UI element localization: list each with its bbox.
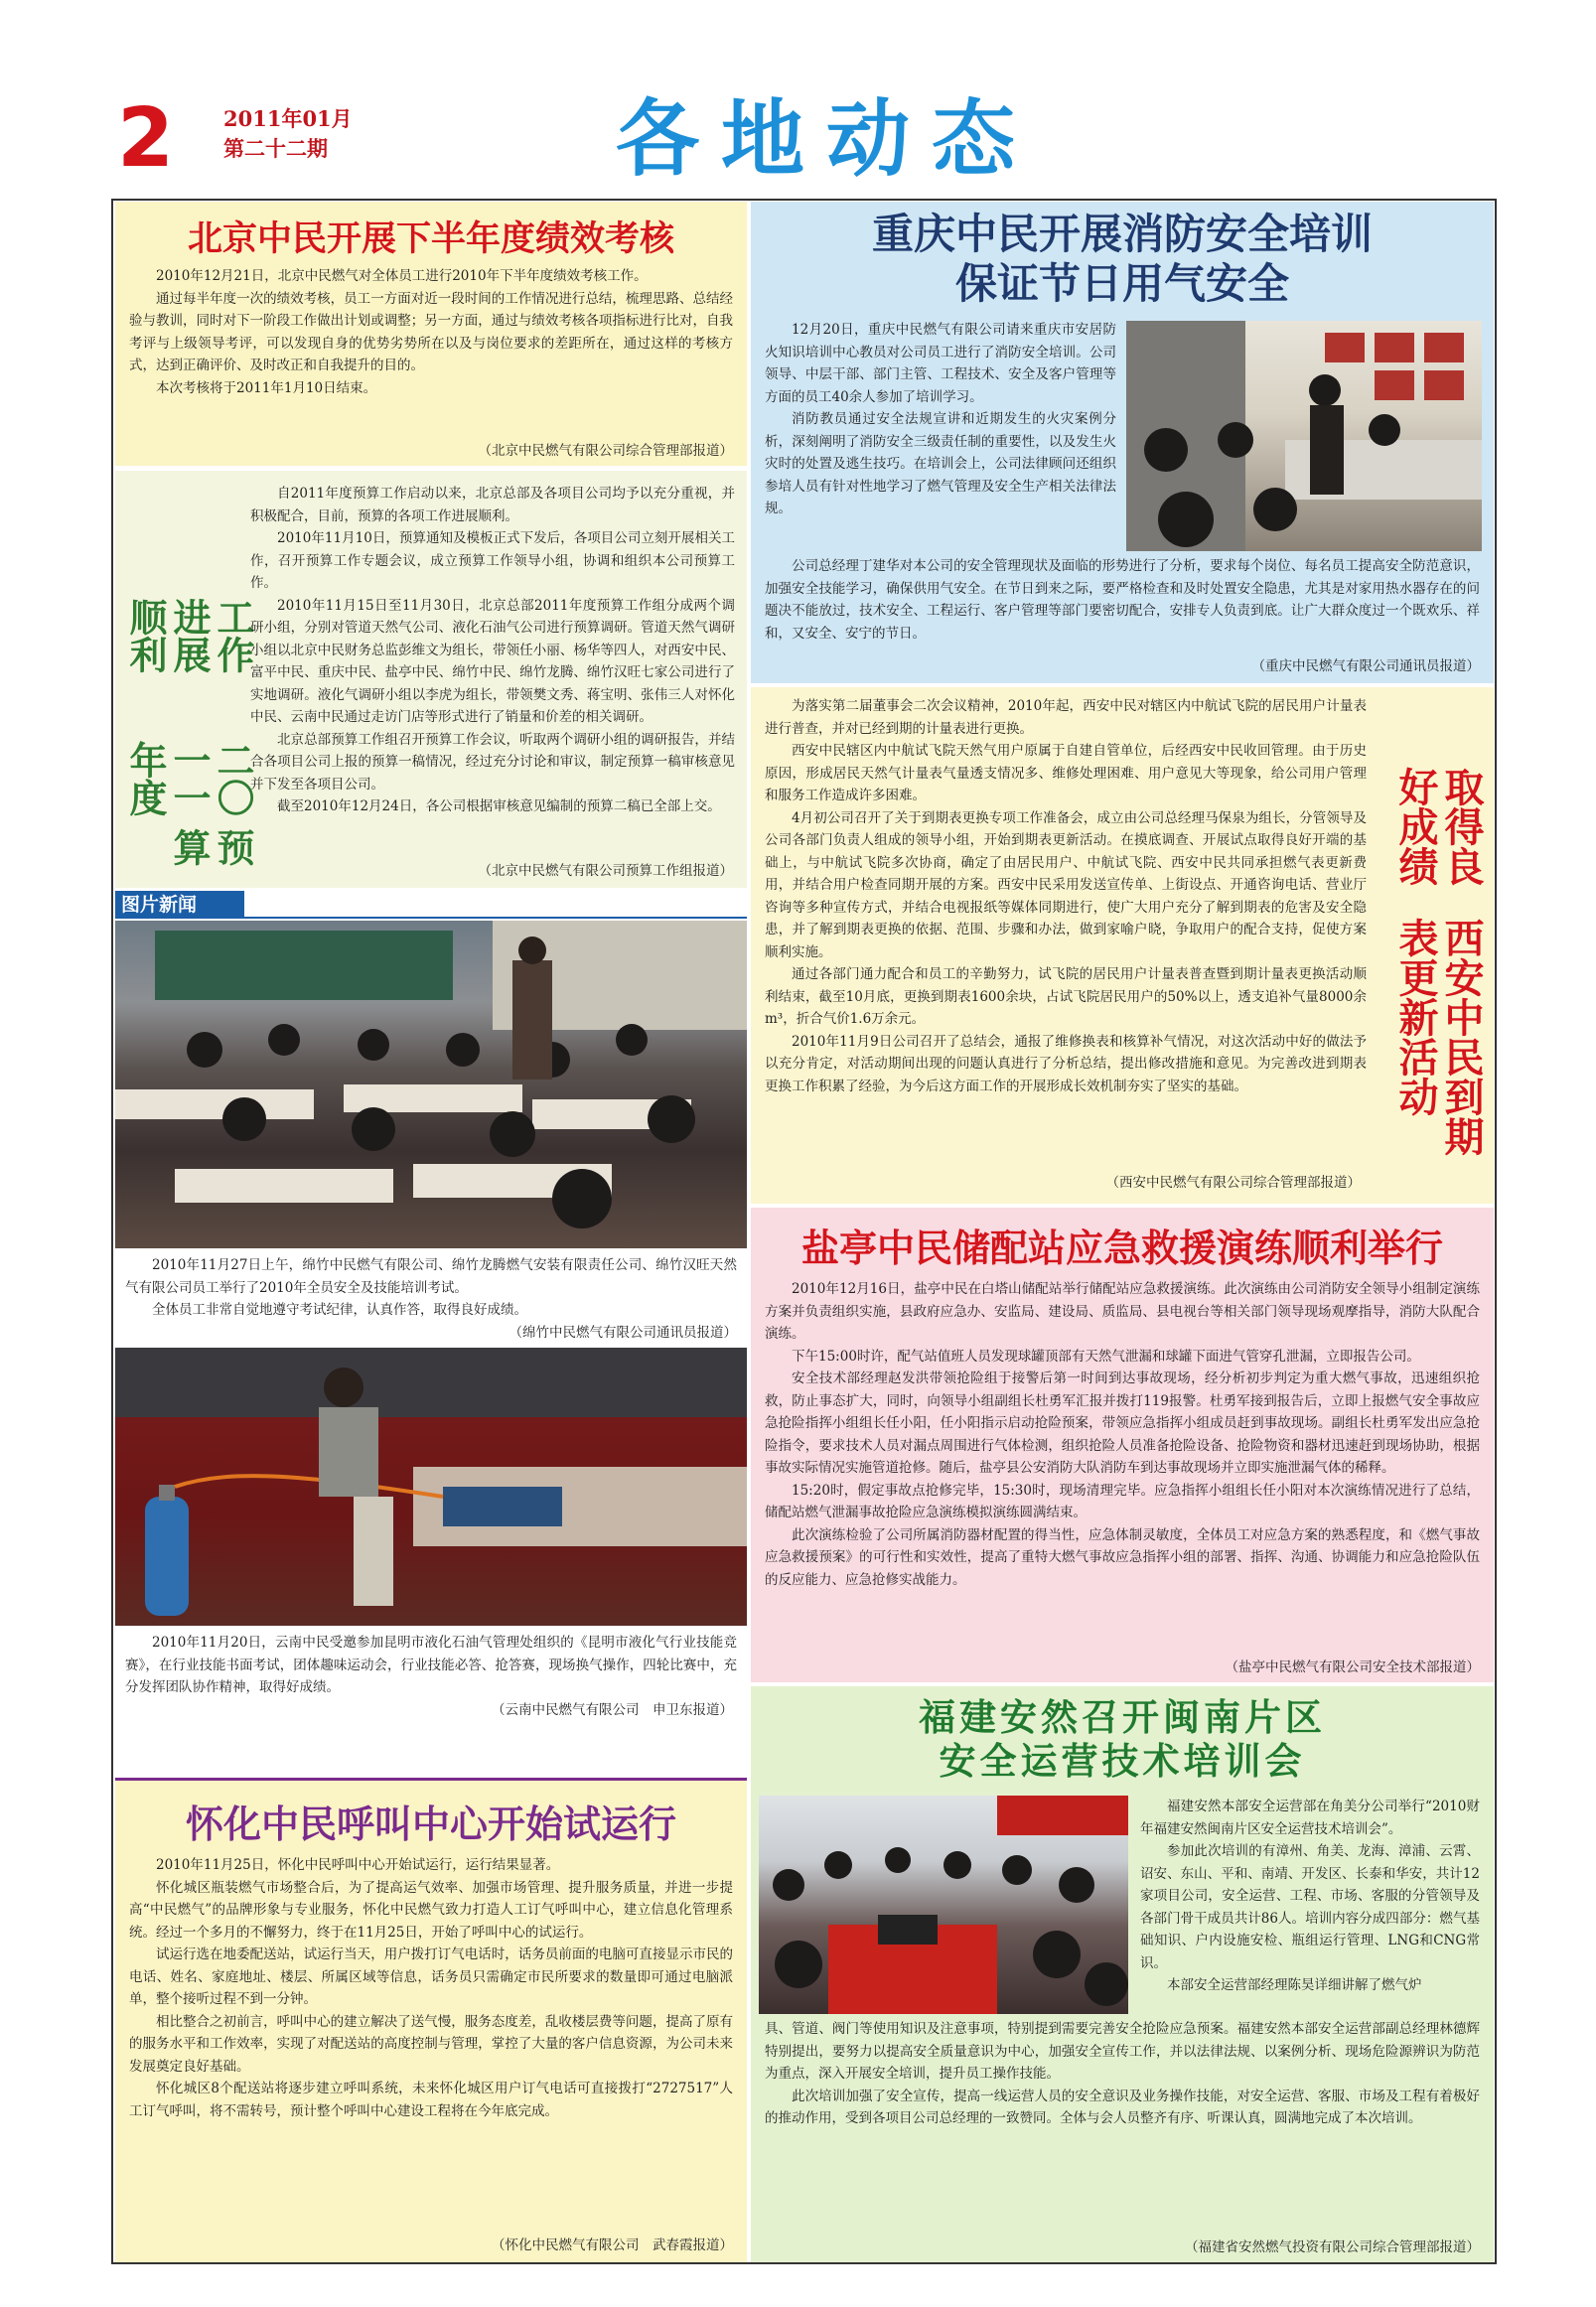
paragraph: 北京总部预算工作组召开预算工作会议，听取两个调研小组的调研报告，并结合各项目公司上报的预算一稿情况，经过充分讨论和审议，制定预算一稿审核意见并下发至各项目公司。 bbox=[250, 731, 735, 793]
paragraph: 下午15:00时许，配气站值班人员发现球罐顶部有天然气泄漏和球罐下面进气管穿孔泄漏，立即报告公司。 bbox=[792, 1348, 1420, 1365]
fujian-body-wide bbox=[765, 2018, 1480, 2130]
picnews-source-1: （绵竹中民燃气有限公司通讯员报道） bbox=[508, 1325, 737, 1341]
chongqing-body-wide bbox=[765, 555, 1480, 645]
fujian-title bbox=[751, 1696, 1494, 1784]
paragraph: 此次培训加强了安全宣传，提高一线运营人员的安全意识及业务操作技能，对安全运营、客服、市场及工程有着极好的推动作用，受到各项目公司总经理的一致赞同。全体与会人员整齐有序、听课认真，圆满地完成了本次培训。 bbox=[765, 2088, 1480, 2126]
yanting-body bbox=[751, 1278, 1494, 1591]
budget-title-col: 预算 bbox=[167, 828, 254, 866]
paragraph: 消防教员通过安全法规宣讲和近期发生的火灾案例分析，深刻阐明了消防安全三级责任制的重要性，以及发生火灾时的处置及逃生技巧。在培训会上，公司法律顾问还组织参培人员有针对性地学习了燃气管理及安全生产相关法律法规。 bbox=[765, 411, 1116, 516]
gas-cylinder-photo bbox=[115, 1348, 747, 1626]
paragraph: 截至2010年12月24日，各公司根据审核意见编制的预算二稿已全部上交。 bbox=[277, 798, 721, 814]
huaihua-article bbox=[115, 1778, 747, 2262]
fujian-body-narrow bbox=[1140, 1796, 1480, 1997]
paragraph: 2010年11月15日至11月30日，北京总部2011年度预算工作组分成两个调研小组，分别对管道天然气公司、液化石油气公司进行预算调研。管道天然气调研小组以北京中民财务总监彭维文为组长，带领任小丽、杨华等四人，对西安中民、富平中民、重庆中民、盐亭中民、绵竹中民、绵竹龙腾、绵竹汉旺七家公司进行了实地调研。液化气调研小组以李虎为组长，带领樊文秀、蒋宝明、张伟三人对怀化中民、云南中民通过走访门店等形式进行了销量和价差的相关调研。 bbox=[250, 597, 735, 725]
beijing-title: 北京中民开展下半年度绩效考核 bbox=[187, 219, 674, 259]
paragraph: 2010年11月25日，怀化中民呼叫中心开始试运行，运行结果显著。 bbox=[156, 1857, 560, 1873]
paragraph: 此次演练检验了公司所属消防器材配置的得当性，应急体制灵敏度，全体员工对应急方案的熟悉程度，和《燃气事故应急救援预案》的可行性和实效性，提高了重特大燃气事故应急指挥小组的部署、指挥、沟通、协调能力和应急抢险队伍的反应能力、应急抢修实战能力。 bbox=[765, 1526, 1480, 1588]
page-number: 2 bbox=[117, 91, 175, 186]
picture-news-label: 图片新闻 bbox=[115, 891, 244, 919]
budget-title-col: 二〇一一年度 bbox=[123, 741, 254, 816]
budget-title bbox=[123, 489, 254, 866]
chongqing-body-narrow bbox=[765, 319, 1116, 520]
budget-body bbox=[250, 483, 735, 818]
training-scene-illustration bbox=[1126, 321, 1482, 551]
fujian-training-photo bbox=[759, 1796, 1128, 2014]
paragraph: 通过每半年度一次的绩效考核，员工一方面对近一段时间的工作情况进行总结，梳理思路、总结经验与教训，同时对下一阶段工作做出计划或调整；另一方面，通过与绩效考核各项指标进行比对，自我考评与上级领导考评，可以发现自身的优势劣势所在以及与岗位要求的差距所在，通过这样的考核方式，达到正确评价、及时改正和自我提升的目的。 bbox=[129, 290, 733, 373]
picnews-caption-2 bbox=[125, 1632, 737, 1699]
paragraph: 15:20时，假定事故点抢修完毕，15:30时，现场清理完毕。应急指挥小组组长任小阳对本次演练情况进行了总结，储配站燃气泄漏事故抢险应急演练模拟演练圆满结束。 bbox=[765, 1482, 1480, 1520]
paragraph: 本部安全运营部经理陈昊详细讲解了燃气炉 bbox=[1167, 1977, 1422, 1993]
meeting-scene-illustration bbox=[759, 1796, 1128, 2014]
paragraph: 福建安然本部安全运营部在角美分公司举行“2010财年福建安然闽南片区安全运营技术培训会”。 bbox=[1140, 1799, 1480, 1837]
xian-title-col: 西安中民到期表更新活动 bbox=[1392, 917, 1484, 1156]
xian-title-col: 取得良好成绩 bbox=[1392, 767, 1484, 886]
exam-scene-illustration bbox=[115, 921, 747, 1248]
paragraph: 参加此次培训的有漳州、角美、龙海、漳浦、云霄、诏安、东山、平和、南靖、开发区、长泰和华安，共计12家项目公司，安全运营、工程、市场、客服的分管领导及各部门骨干成员共计86人。培训内容分成四部分：燃气基础知识、户内设施安检、瓶组运行管理、LNG和CNG常识。 bbox=[1140, 1843, 1480, 1971]
paragraph: 公司总经理丁建华对本公司的安全管理现状及面临的形势进行了分析，要求每个岗位、每名员工提高安全防范意识，加强安全技能学习，确保供用气安全。在节日到来之际，要严格检查和及时处置安全隐患，尤其是对家用热水器存在的问题决不能放过，技术安全、工程运行、客户管理等部门要密切配合，安排专人负责到底。让广大群众度过一个既欢乐、祥和，又安全、安宁的节日。 bbox=[765, 558, 1480, 642]
paragraph: 2010年11月27日上午，绵竹中民燃气有限公司、绵竹龙腾燃气安装有限责任公司、绵竹汉旺天然气有限公司员工举行了2010年全员安全及技能培训考试。 bbox=[125, 1257, 737, 1296]
paragraph: 为落实第二届董事会二次会议精神，2010年起，西安中民对辖区内中航试飞院的居民用户计量表进行普查，并对已经到期的计量表进行更换。 bbox=[765, 698, 1367, 737]
paragraph: 2010年12月16日，盐亭中民在白塔山储配站举行储配站应急救援演练。此次演练由公司消防安全领导小组制定演练方案并负责组织实施，县政府应急办、安监局、建设局、质监局、县电视台等相关部门领导现场观摩指导，消防大队配合演练。 bbox=[765, 1281, 1480, 1342]
masthead-title: 各地动态 bbox=[616, 90, 1038, 188]
issue-info bbox=[223, 104, 353, 164]
chongqing-source: （重庆中民燃气有限公司通讯员报道） bbox=[1251, 658, 1480, 674]
issue-number: 第二十二期 bbox=[223, 136, 328, 161]
cylinder-scene-illustration bbox=[115, 1348, 747, 1626]
xian-source: （西安中民燃气有限公司综合管理部报道） bbox=[1105, 1175, 1361, 1191]
picnews-caption-1 bbox=[125, 1254, 737, 1322]
picnews-source-2: （云南中民燃气有限公司 申卫东报道） bbox=[492, 1702, 733, 1718]
paragraph: 通过各部门通力配合和员工的辛勤努力，试飞院的居民用户计量表普查暨到期计量表更换活动顺利结束，截至10月底，更换到期表1600余块，占试飞院居民用户的50%以上，透支追补气量8000余m³，折合气价1.6万余元。 bbox=[765, 966, 1367, 1027]
paragraph: 本次考核将于2011年1月10日结束。 bbox=[156, 379, 377, 396]
huaihua-title: 怀化中民呼叫中心开始试运行 bbox=[185, 1802, 676, 1846]
chongqing-title bbox=[751, 210, 1494, 309]
paragraph: 2010年11月9日公司召开了总结会，通报了维修换表和核算补气情况，对这次活动中好的做法予以充分肯定，对活动期间出现的问题认真进行了分析总结，提出修改措施和意见。为完善改进到期表更换工作积累了经验，为今后这方面工作的开展形成长效机制夯实了坚实的基础。 bbox=[765, 1033, 1367, 1094]
paragraph: 12月20日，重庆中民燃气有限公司请来重庆市安居防火知识培训中心教员对公司员工进行了消防安全培训。公司领导、中层干部、部门主管、工程技术、安全及客户管理等方面的员工40余人参加了培训学习。 bbox=[765, 322, 1116, 405]
fujian-title-line: 福建安然召开闽南片区 bbox=[919, 1696, 1326, 1739]
huaihua-source: （怀化中民燃气有限公司 武春霞报道） bbox=[492, 2237, 733, 2253]
paragraph: 2010年11月20日，云南中民受邀参加昆明市液化石油气管理处组织的《昆明市液化气行业技能竞赛》，在行业技能书面考试，团体趣味运动会，行业技能必答、抢答赛，现场换气操作，四轮比赛中，充分发挥团队协作精神，取得好成绩。 bbox=[125, 1635, 737, 1695]
beijing-article bbox=[115, 202, 747, 466]
exam-classroom-photo bbox=[115, 921, 747, 1248]
paragraph: 怀化城区8个配送站将逐步建立呼叫系统，未来怀化城区用户订气电话可直接拨打“2727517”人工订气呼叫，将不需转号，预计整个呼叫中心建设工程将在今年底完成。 bbox=[129, 2081, 733, 2119]
paragraph: 具、管道、阀门等使用知识及注意事项，特别提到需要完善安全抢险应急预案。福建安然本部安全运营部副总经理林德辉特别提出，要努力以提高安全质量意识为中心，加强安全宣传工作，并以法律法规、以案例分析、现场危险源辨识为防范为重点，深入开展安全培训，提升员工操作技能。 bbox=[765, 2021, 1480, 2082]
paragraph: 全体员工非常自觉地遵守考试纪律，认真作答，取得良好成绩。 bbox=[152, 1302, 527, 1318]
huaihua-body bbox=[115, 1854, 747, 2122]
budget-article bbox=[115, 471, 747, 888]
paragraph: 4月初公司召开了关于到期表更换专项工作准备会，成立由公司总经理马保泉为组长，分管领导及公司各部门负责人组成的领导小组，开始到期表更新活动。在摸底调查、开展试点取得良好开端的基础上，与中航试飞院多次协商，确定了由居民用户、中航试飞院、西安中民共同承担燃气表更新费用，并结合用户检查同期开展的方案。西安中民采用发送宣传单、上街设点、开通咨询电话、营业厅咨询等多种宣传方式，并结合电视报纸等媒体同期进行，使广大用户充分了解到期表的危害及安全隐患，并了解到期表更换的依据、范围、步骤和办法，做到家喻户晓，争取用户的配合支持，促使方案顺利实施。 bbox=[765, 809, 1367, 960]
paragraph: 相比整合之初前言，呼叫中心的建立解决了送气慢，服务态度差，乱收楼层费等问题，提高了原有的服务水平和工作效率，实现了对配送站的高度控制与管理，掌控了大量的客户信息资源，为公司未来发展奠定良好基础。 bbox=[129, 2013, 733, 2075]
paragraph: 西安中民辖区内中航试飞院天然气用户原属于自建自管单位，后经西安中民收回管理。由于历史原因，形成居民天然气计量表气量透支情况多、维修处理困难、用户意见大等现象，给公司用户管理和服务工作造成许多困难。 bbox=[765, 743, 1367, 803]
paragraph: 2010年12月21日，北京中民燃气对全体员工进行2010年下半年度绩效考核工作。 bbox=[156, 268, 648, 284]
yanting-source: （盐亭中民燃气有限公司安全技术部报道） bbox=[1225, 1659, 1480, 1675]
picture-news bbox=[115, 891, 747, 1775]
chongqing-article bbox=[751, 202, 1494, 683]
paragraph: 2010年11月10日，预算通知及模板正式下发后，各项目公司立刻开展相关工作，召开预算工作专题会议，成立预算工作领导小组，协调和组织本公司预算工作。 bbox=[250, 530, 735, 591]
xian-body bbox=[765, 695, 1367, 1097]
issue-date: 2011年01月 bbox=[223, 106, 353, 131]
xian-article bbox=[751, 687, 1494, 1204]
beijing-source: （北京中民燃气有限公司综合管理部报道） bbox=[478, 443, 733, 459]
budget-source: （北京中民燃气有限公司预算工作组报道） bbox=[478, 863, 733, 879]
fire-training-photo bbox=[1126, 321, 1482, 551]
paragraph: 怀化城区瓶装燃气市场整合后，为了提高运气效率、加强市场管理、提升服务质量，并进一步提高“中民燃气”的品牌形象与专业服务，怀化中民燃气致力打造人工订气呼叫中心，建立信息化管理系统。经过一个多月的不懈努力，终于在11月25日，开始了呼叫中心的试运行。 bbox=[129, 1879, 733, 1941]
fujian-title-line: 安全运营技术培训会 bbox=[939, 1740, 1306, 1783]
chongqing-title-line: 保证节日用气安全 bbox=[954, 259, 1289, 308]
chongqing-title-line: 重庆中民开展消防安全培训 bbox=[871, 210, 1373, 258]
beijing-body bbox=[115, 265, 747, 399]
xian-title bbox=[1392, 707, 1484, 1194]
paragraph: 试运行选在地委配送站，试运行当天，用户拨打订气电话时，话务员前面的电脑可直接显示市民的电话、姓名、家庭地址、楼层、所属区域等信息，话务员只需确定市民所要求的数量即可通过电脑派单，整个接听过程不到一分钟。 bbox=[129, 1947, 733, 2007]
yanting-title: 盐亭中民储配站应急救援演练顺利举行 bbox=[800, 1226, 1443, 1270]
paragraph: 安全技术部经理赵发洪带领抢险组于接警后第一时间到达事故现场，经分析初步判定为重大燃气事故，迅速组织抢救，防止事态扩大，同时，向领导小组副组长杜勇军汇报并拨打119报警。杜勇军接到报告后，立即上报燃气安全事故应急抢险指挥小组组长任小阳，任小阳指示启动抢险预案，带领应急指挥小组成员赶到事故现场。副组长杜勇军发出应急抢险指令，要求技术人员对漏点周围进行气体检测，组织抢险人员准备抢险设备、抢险物资和器材迅速赶到现场协助，根据事故实际情况实施管道抢修。随后，盐亭县公安消防大队消防车到达事故现场并立即实施泄漏气体的稀释。 bbox=[765, 1370, 1480, 1476]
fujian-source: （福建省安然燃气投资有限公司综合管理部报道） bbox=[1185, 2239, 1480, 2255]
yanting-article bbox=[751, 1208, 1494, 1682]
budget-title-col: 工作进展顺利 bbox=[123, 598, 254, 673]
fujian-article bbox=[751, 1686, 1494, 2262]
paragraph: 自2011年度预算工作启动以来，北京总部及各项目公司均予以充分重视，并积极配合，目前，预算的各项工作进展顺利。 bbox=[250, 486, 735, 524]
